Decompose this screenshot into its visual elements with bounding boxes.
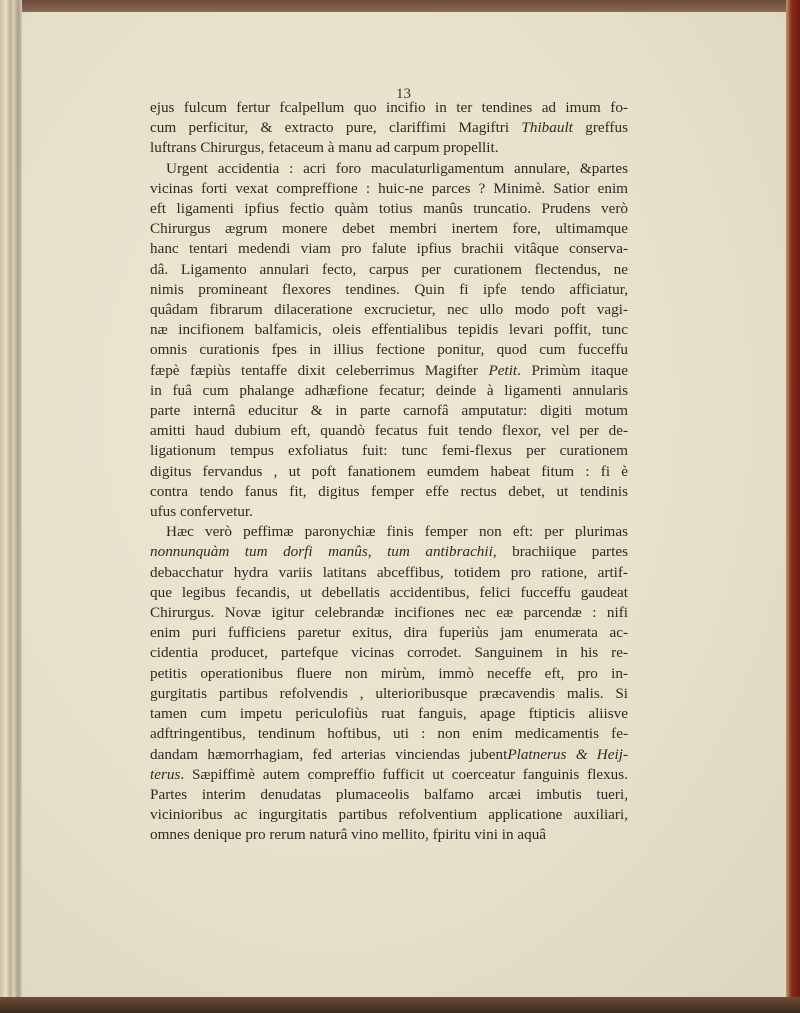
text-run: omnes denique pro rerum naturâ vino mellito, fpiritu vini in aquâ [150,826,547,844]
text-line [150,623,628,643]
page-number: 13 [396,86,411,102]
text-line [150,280,628,300]
text-run: Hæc verò peffimæ paronychiæ finis femper non eft: per plurimas [166,523,628,541]
text-run: quâdam fibrarum dilaceratione excrucietur, nec ullo modo poft vagi- [150,301,628,319]
text-run: ejus fulcum fertur fcalpellum quo incifio in ter tendines ad imum fo- [150,99,628,116]
text-run: gurgitatis partibus refolvendis , ulterioribusque præcavendis malis. Si [150,684,628,702]
text-line [150,825,628,845]
text-run: greffus [572,119,628,137]
text-line [150,785,628,805]
text-run: næ incifionem balfamicis, oleis effentialibus tepidis levari poffit, tunc [150,321,628,339]
text-run: parte internâ educitur & in parte carnofâ amputatur: digiti motum [150,402,628,420]
book-binding [0,0,22,1013]
text-line [150,482,628,502]
text-run: eft ligamenti ipfius fectio quàm totius manûs truncatio. Prudens verò [150,200,628,218]
text-run: Urgent accidentia : acri foro maculaturligamentum annulare, &partes [166,159,628,177]
text-line [150,724,628,744]
text-run: fæpè fæpiùs tentaffe dixit celeberrimus Magifter [150,361,489,379]
text-line [150,361,628,381]
text-line [150,300,628,320]
text-line [150,502,628,522]
text-run: digitus fervandus , ut poft fanationem eumdem habeat fitum : fi è [150,462,628,480]
text-run: dâ. Ligamento annulari fecto, carpus per curationem flectendus, ne [150,260,628,278]
text-line [150,664,628,684]
italic-run: Petit [488,361,518,379]
text-run: Partes interim denudatas plumaceolis balfamo arcæi imbutis tueri, [150,785,628,803]
text-line [150,704,628,724]
text-run: in fuâ cum phalange adhæfione fecatur; deinde à ligamenti annularis [150,381,628,399]
text-line [150,179,628,199]
italic-run: terus [150,765,181,783]
italic-run: Thibault [521,119,573,137]
text-line [150,260,628,280]
text-line [150,421,628,441]
text-run: nimis promineant flexores tendines. Quin fi ipfe tendo afficiatur, [150,280,628,298]
text-line [150,199,628,219]
text-run: que legibus fecandis, ut debellatis accidentibus, felici fucceffu gaudeat [150,583,628,601]
text-line [150,159,628,179]
text-line [150,138,628,158]
right-edge [786,0,800,1013]
text-run: enim puri fufficiens paretur exitus, dira fuperiùs jam enumerata ac- [150,624,628,642]
text-line [150,401,628,421]
text-run: cidentia producet, partefque vicinas corrodet. Sanguinem in his re- [150,644,628,662]
text-run: amitti haud dubium eft, quandò fecatus fuit tendo flexor, vel per de- [150,422,628,440]
text-line [150,765,628,785]
text-line [150,219,628,239]
text-line [150,603,628,623]
text-line [150,745,628,765]
text-run: vicinas forti vexat compreffione : huic-ne parces ? Minimè. Satior enim [150,179,628,197]
text-run: cum perficitur, & extracto pure, clariffimi Magiftri [150,119,522,137]
text-line [150,320,628,340]
text-run: adftringentibus, tendinum hoftibus, uti : non enim medicamentis fe- [150,725,628,743]
text-line [150,441,628,461]
text-run: Chirurgus ægrum monere debet membri inertem fore, ultimamque [150,220,628,238]
text-run: debacchatur hydra variis latitans abceffibus, totidem pro ratione, artif- [150,563,628,581]
text-line [150,462,628,482]
text-run: hanc tentari medendi viam pro falute ipfius brachii vitâque conserva- [150,240,628,258]
text-line [150,563,628,583]
text-run: . Sæpiffimè autem compreffio fufficit ut coerceatur fanguinis flexus. [180,765,628,783]
text-run: petitis operationibus fluere non mirùm, immò neceffe eft, pro in- [150,664,628,682]
text-run: . Primùm itaque [517,361,628,379]
text-run: contra tendo fanus fit, digitus femper effe rectus debet, ut tendinis [150,482,628,500]
italic-run: nonnunquàm tum dorfi manûs, tum antibrachii [150,543,493,561]
body-text [150,98,628,846]
text-run: ufus confervetur. [150,503,253,521]
text-line [150,684,628,704]
text-line [150,805,628,825]
text-run: omnis curationis fpes in illius fectione ponitur, quod cum fucceffu [150,341,628,359]
text-run: tamen cum impetu periculofiùs ruat fanguis, apage ftipticis aliisve [150,705,628,723]
italic-run: Platnerus & Heij- [507,745,629,763]
text-line [150,643,628,663]
text-line [150,239,628,259]
text-line [150,583,628,603]
text-run: luftrans Chirurgus, fetaceum à manu ad carpum propellit. [150,139,499,157]
text-line [150,522,628,542]
text-line [150,340,628,360]
text-line [150,542,628,562]
text-run: , brachiique partes [492,543,628,561]
text-line [150,98,628,118]
bottom-edge [0,997,800,1013]
text-run: ligationum tempus exfoliatus fuit: tunc femi-flexus per curationem [150,442,628,460]
text-run: dandam hæmorrhagiam, fed arterias vinciendas jubent [150,745,508,763]
top-edge [0,0,800,12]
text-line [150,381,628,401]
text-line [150,118,628,138]
text-run: vicinioribus ac ingurgitatis partibus refolventium applicatione auxiliari, [150,806,628,824]
text-run: Chirurgus. Novæ igitur celebrandæ incifiones nec eæ parcendæ : nifi [150,604,628,622]
